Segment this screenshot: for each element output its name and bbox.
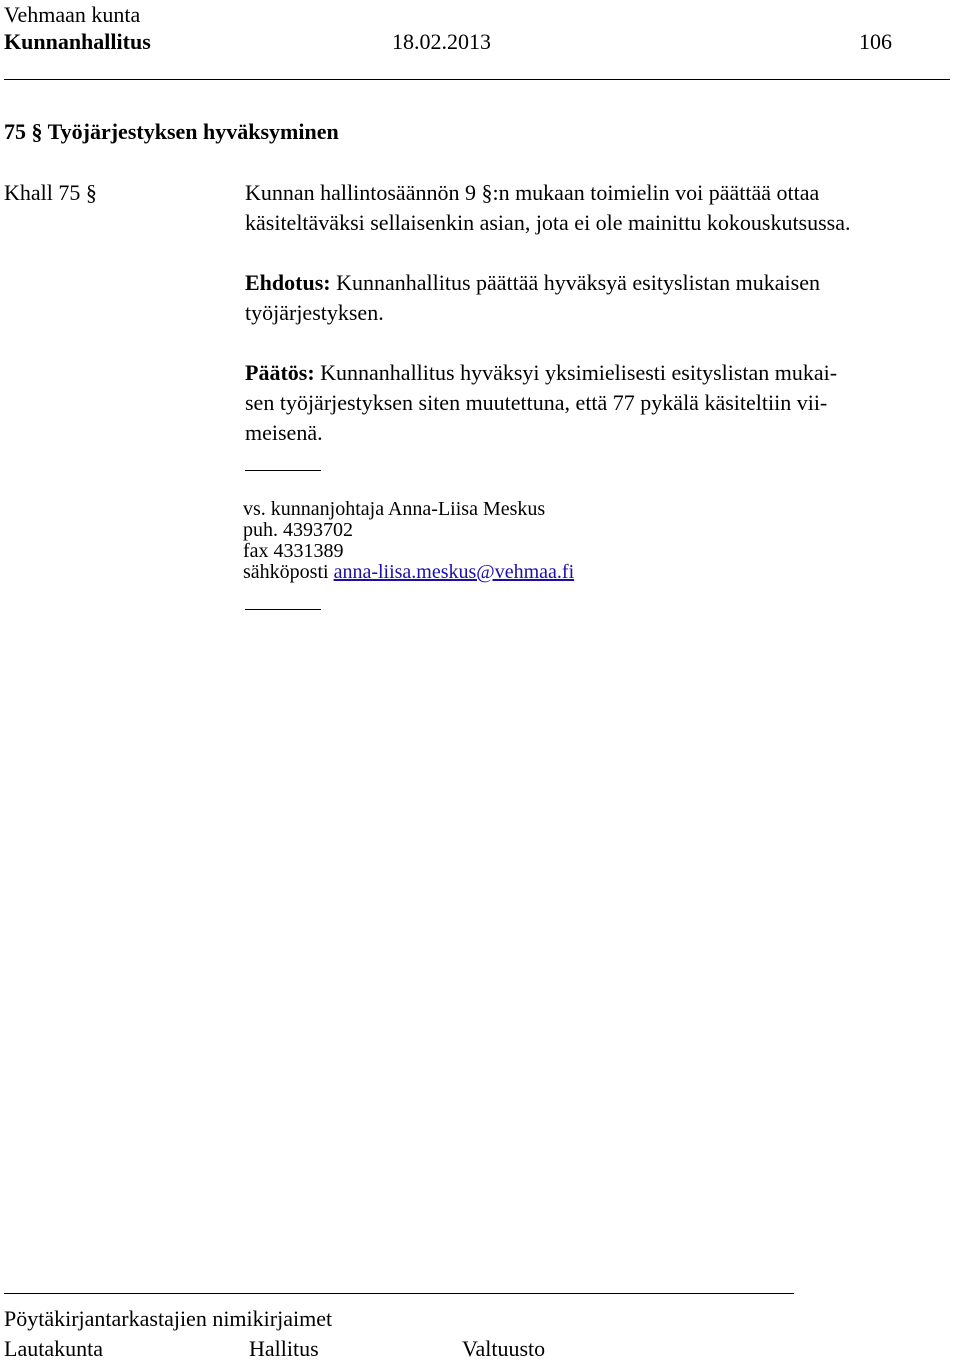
contact-email-label: sähköposti [243,561,334,583]
decision-text: Kunnanhallitus hyväksyi yksimielisesti esityslistan mukai- [314,360,838,385]
contact-fax: fax 4331389 [243,540,344,562]
proposal-paragraph [245,268,945,328]
meeting-date: 18.02.2013 [392,29,491,54]
proposal-text: työjärjestyksen. [245,300,384,325]
intro-line: Kunnan hallintosäännön 9 §:n mukaan toimielin voi päättää ottaa [245,180,820,205]
decision-text: meisenä. [245,420,323,445]
proposal-text: Kunnanhallitus päättää hyväksyä esityslistan mukaisen [330,270,820,295]
separator-rule [245,470,321,471]
header-rule [4,79,950,80]
section-ref: Khall 75 § [4,180,97,205]
section-title: 75 § Työjärjestyksen hyväksyminen [4,119,339,144]
footer-column-lautakunta: Lautakunta [4,1336,103,1361]
intro-paragraph [245,178,945,238]
decision-paragraph [245,358,945,448]
contact-phone: puh. 4393702 [243,519,353,541]
contact-email-link[interactable]: anna-liisa.meskus@vehmaa.fi [333,561,575,583]
proposal-label: Ehdotus: [245,270,331,295]
intro-line: käsiteltäväksi sellaisenkin asian, jota ei ole mainittu kokouskutsussa. [245,210,851,235]
footer-column-hallitus: Hallitus [249,1336,319,1361]
decision-label: Päätös: [245,360,315,385]
contact-block [243,499,574,583]
page-number: 106 [859,29,892,54]
decision-text: sen työjärjestyksen siten muutettuna, että 77 pykälä käsiteltiin vii- [245,390,828,415]
footer-column-valtuusto: Valtuusto [462,1336,546,1361]
contact-name: vs. kunnanjohtaja Anna-Liisa Meskus [243,498,546,520]
body-name: Kunnanhallitus [4,29,151,54]
separator-rule [245,609,321,610]
initials-label: Pöytäkirjantarkastajien nimikirjaimet [4,1306,333,1331]
municipality-name: Vehmaan kunta [4,2,141,27]
footer-rule [4,1293,794,1294]
